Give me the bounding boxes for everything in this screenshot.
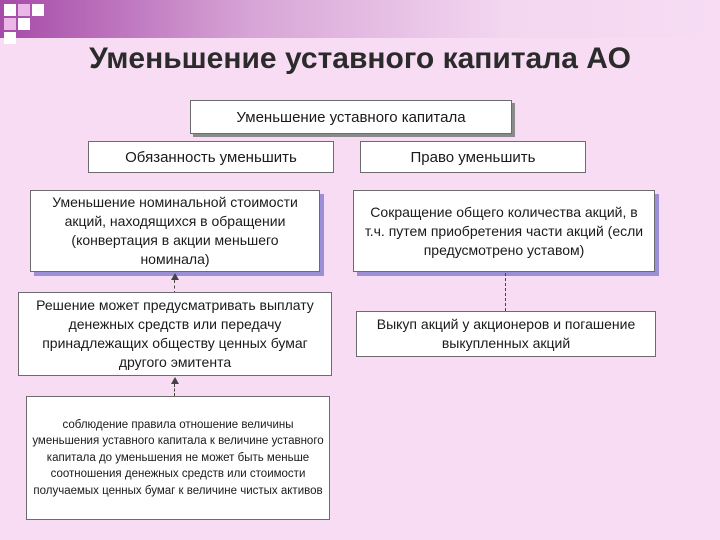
right-header-box bbox=[360, 141, 586, 173]
right-box-1 bbox=[353, 190, 655, 272]
arrow-left-1 bbox=[171, 273, 179, 280]
left-header-label: Обязанность уменьшить bbox=[125, 148, 297, 166]
right-box-2 bbox=[356, 311, 656, 357]
top-gradient-band bbox=[0, 0, 720, 38]
left-box-1 bbox=[30, 190, 320, 272]
left-box-2 bbox=[18, 292, 332, 376]
left-box-2-text: Решение может предусматривать выплату денежных средств или передачу принадлежащих обществу ценных бумаг другого эмитента bbox=[36, 297, 314, 370]
connector-right-1 bbox=[505, 273, 506, 311]
left-box-3 bbox=[26, 396, 330, 520]
arrow-left-2 bbox=[171, 377, 179, 384]
root-label: Уменьшение уставного капитала bbox=[236, 108, 466, 126]
right-header-label: Право уменьшить bbox=[410, 148, 536, 166]
slide-title: Уменьшение уставного капитала АО bbox=[89, 42, 631, 75]
left-box-1-text: Уменьшение номинальной стоимости акций, находящихся в обращении (конвертация в акции меньшего номинала) bbox=[52, 194, 298, 267]
left-box-3-text: соблюдение правила отношение величины уменьшения уставного капитала к величине уставного капитала до уменьшения не может быть меньше соотношения денежных средств или стоимости получаемых ценных бумаг к величине чистых активов bbox=[32, 418, 324, 497]
root-box bbox=[190, 100, 512, 134]
right-box-2-text: Выкуп акций у акционеров и погашение выкупленных акций bbox=[376, 316, 636, 351]
connector-left-2 bbox=[174, 384, 175, 396]
right-box-1-text: Сокращение общего количества акций, в т.ч. путем приобретения части акций (если предусмотрено уставом) bbox=[364, 203, 644, 258]
left-header-box bbox=[88, 141, 334, 173]
